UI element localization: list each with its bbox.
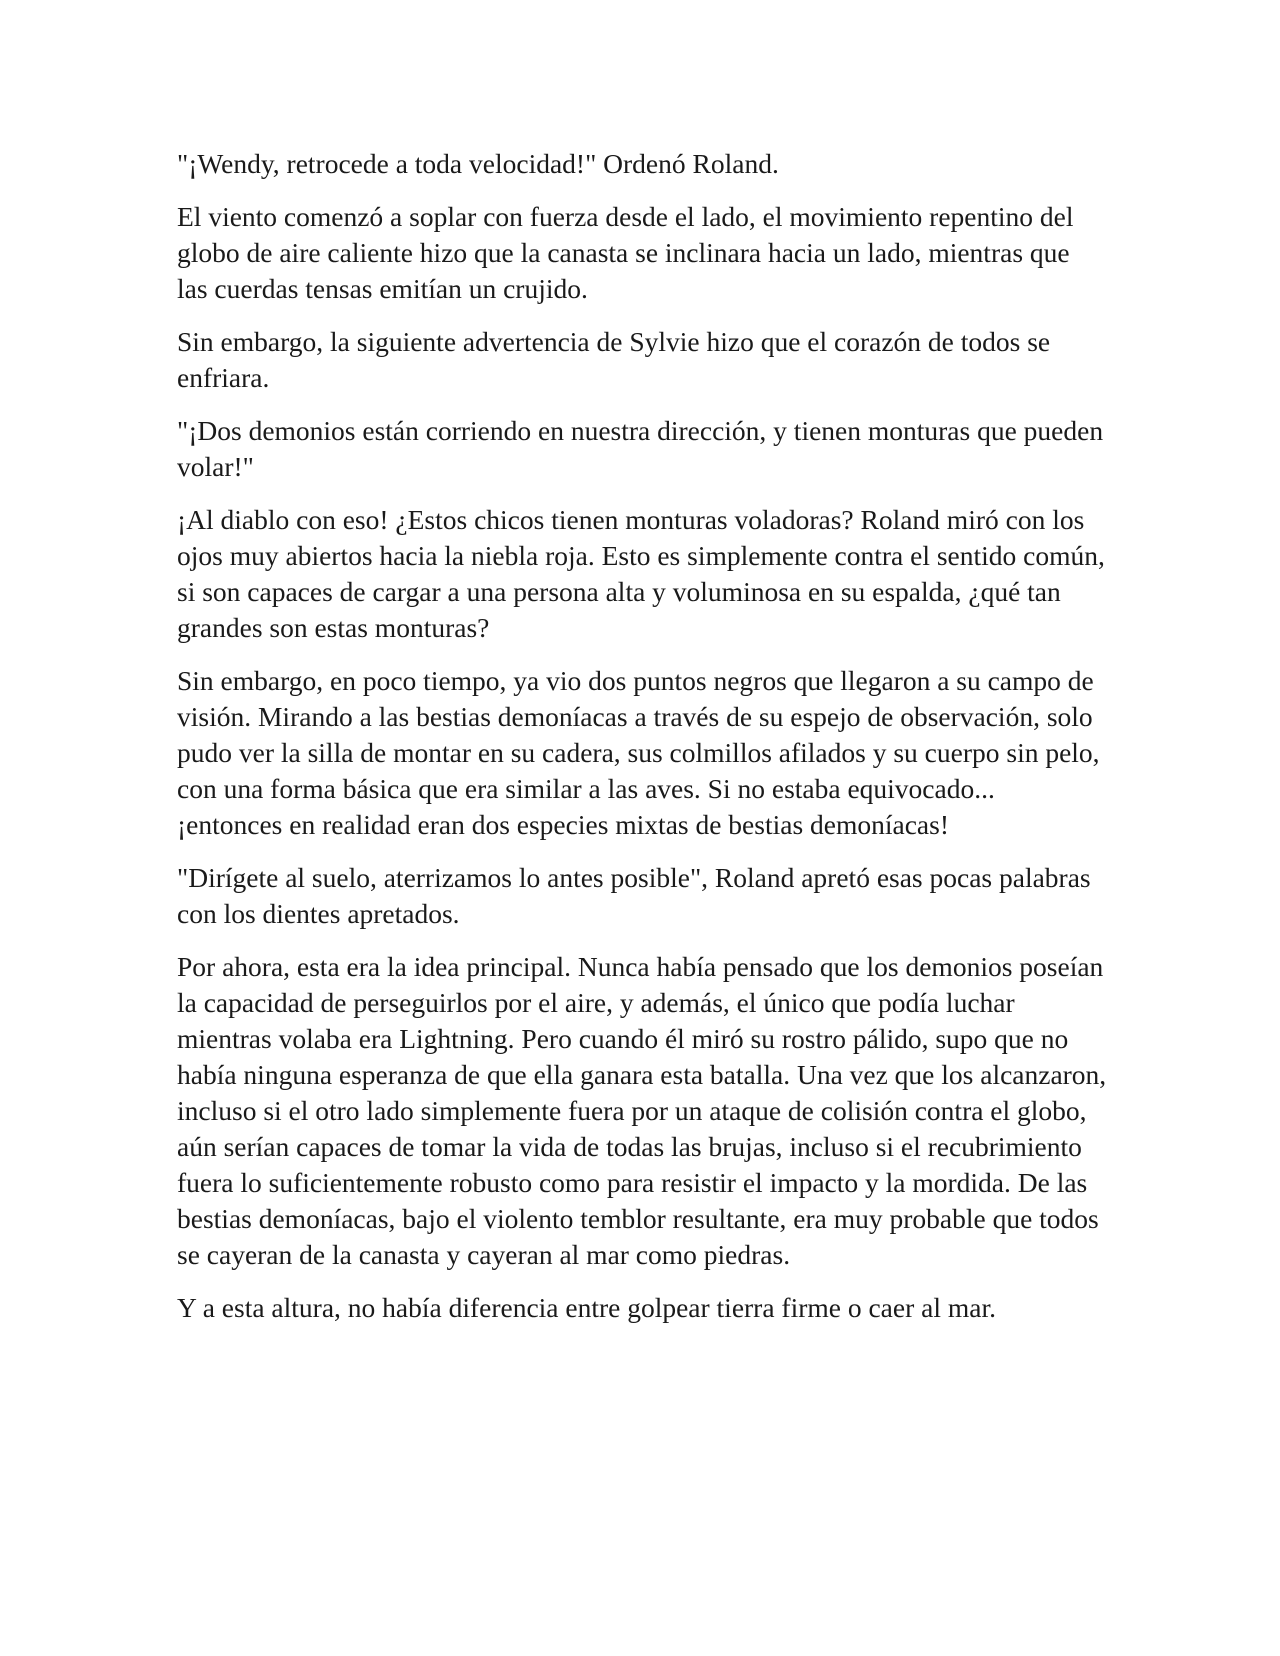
- paragraph-8: Por ahora, esta era la idea principal. Nunca había pensado que los demonios poseían la capacidad de perseguirlos por el aire, y además, el único que podía luchar mientras volaba era Lightning. Pero cuando él miró su rostro pálido, supo que no había ninguna esperanza de que ella ganara esta batalla. Una vez que los alcanzaron, incluso si el otro lado simplemente fuera por un ataque de colisión contra el globo, aún serían capaces de tomar la vida de todas las brujas, incluso si el recubrimiento fuera lo suficientemente robusto como para resistir el impacto y la mordida. De las bestias demoníacas, bajo el violento temblor resultante, era muy probable que todos se cayeran de la canasta y cayeran al mar como piedras.: [177, 951, 1107, 1270]
- paragraph-4: "¡Dos demonios están corriendo en nuestra dirección, y tienen monturas que pueden volar!": [177, 415, 1104, 482]
- paragraph-1: "¡Wendy, retrocede a toda velocidad!" Ordenó Roland.: [177, 148, 779, 179]
- paragraph-5: ¡Al diablo con eso! ¿Estos chicos tienen monturas voladoras? Roland miró con los ojos muy abiertos hacia la niebla roja. Esto es simplemente contra el sentido común, si son capaces de cargar a una persona alta y voluminosa en su espalda, ¿qué tan grandes son estas monturas?: [177, 504, 1105, 643]
- document-body: [177, 146, 1107, 1343]
- paragraph-7: "Dirígete al suelo, aterrizamos lo antes posible", Roland apretó esas pocas palabras con los dientes apretados.: [177, 862, 1091, 929]
- paragraph-6: Sin embargo, en poco tiempo, ya vio dos puntos negros que llegaron a su campo de visión. Mirando a las bestias demoníacas a través de su espejo de observación, solo pudo ver la silla de montar en su cadera, sus colmillos afilados y su cuerpo sin pelo, con una forma básica que era similar a las aves. Si no estaba equivocado... ¡entonces en realidad eran dos especies mixtas de bestias demoníacas!: [177, 665, 1100, 840]
- paragraph-9: Y a esta altura, no había diferencia entre golpear tierra firme o caer al mar.: [177, 1292, 996, 1323]
- paragraph-3: Sin embargo, la siguiente advertencia de Sylvie hizo que el corazón de todos se enfriara.: [177, 326, 1051, 393]
- paragraph-2: El viento comenzó a soplar con fuerza desde el lado, el movimiento repentino del globo de aire caliente hizo que la canasta se inclinara hacia un lado, mientras que las cuerdas tensas emitían un crujido.: [177, 201, 1074, 304]
